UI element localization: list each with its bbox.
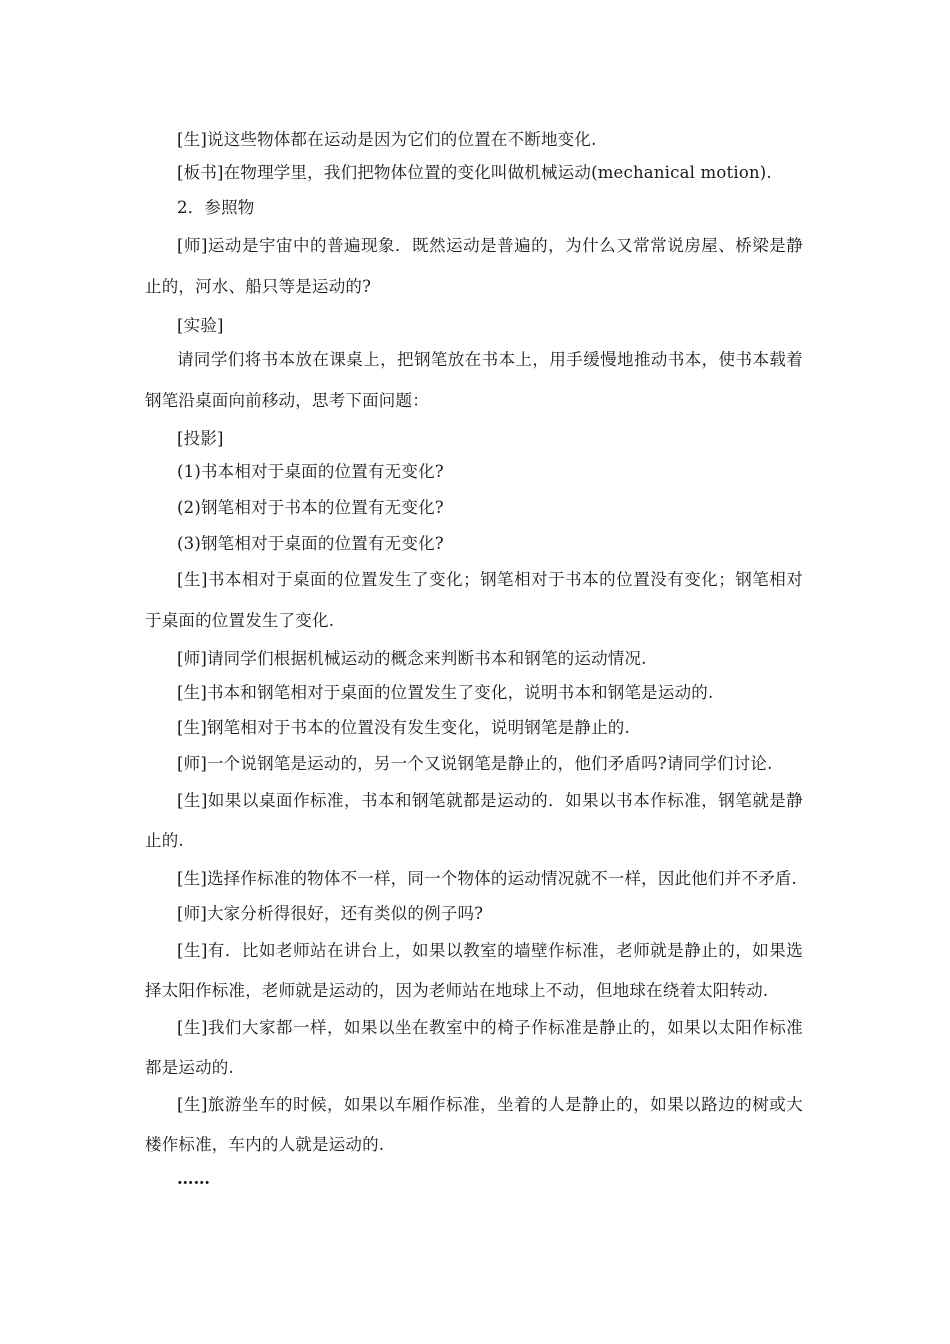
- paragraph-line: 于桌面的位置发生了变化.: [145, 611, 335, 630]
- paragraph-line: 请同学们将书本放在课桌上，把钢笔放在书本上，用手缓慢地推动书本，使书本载着: [177, 350, 803, 369]
- paragraph-line: [生]钢笔相对于书本的位置没有发生变化，说明钢笔是静止的.: [177, 718, 630, 737]
- ellipsis: ……: [177, 1169, 210, 1188]
- paragraph-line: 都是运动的.: [145, 1058, 234, 1077]
- paragraph-line: [生]书本和钢笔相对于桌面的位置发生了变化，说明书本和钢笔是运动的.: [177, 683, 714, 702]
- paragraph-line: [投影]: [177, 429, 224, 448]
- paragraph-line: [实验]: [177, 316, 224, 335]
- list-item: (2)钢笔相对于书本的位置有无变化?: [177, 498, 444, 517]
- paragraph-line: [师]运动是宇宙中的普遍现象．既然运动是普遍的，为什么又常常说房屋、桥梁是静: [177, 236, 803, 255]
- section-heading: 2．参照物: [177, 198, 255, 217]
- paragraph-line: 止的.: [145, 831, 184, 850]
- paragraph-line: 钢笔沿桌面向前移动，思考下面问题：: [145, 391, 429, 410]
- paragraph-line: [师]请同学们根据机械运动的概念来判断书本和钢笔的运动情况.: [177, 649, 647, 668]
- paragraph-line: [生]书本相对于桌面的位置发生了变化；钢笔相对于书本的位置没有变化；钢笔相对: [177, 570, 803, 589]
- paragraph-line: [师]一个说钢笔是运动的，另一个又说钢笔是静止的，他们矛盾吗?请同学们讨论.: [177, 754, 773, 773]
- paragraph-line: 楼作标准，车内的人就是运动的.: [145, 1135, 385, 1154]
- paragraph-line: [生]有．比如老师站在讲台上，如果以教室的墙壁作标准，老师就是静止的，如果选: [177, 941, 803, 960]
- paragraph-line: [生]如果以桌面作标准，书本和钢笔就都是运动的．如果以书本作标准，钢笔就是静: [177, 791, 803, 810]
- list-item: (3)钢笔相对于桌面的位置有无变化?: [177, 534, 444, 553]
- paragraph-line: 止的，河水、船只等是运动的?: [145, 277, 372, 296]
- paragraph-line: [板书]在物理学里，我们把物体位置的变化叫做机械运动(mechanical motion).: [177, 163, 772, 182]
- paragraph-line: [生]旅游坐车的时候，如果以车厢作标准，坐着的人是静止的，如果以路边的树或大: [177, 1095, 803, 1114]
- paragraph-line: [生]我们大家都一样，如果以坐在教室中的椅子作标准是静止的，如果以太阳作标准: [177, 1018, 803, 1037]
- paragraph-line: 择太阳作标准，老师就是运动的，因为老师站在地球上不动，但地球在绕着太阳转动.: [145, 981, 769, 1000]
- paragraph-line: [师]大家分析得很好，还有类似的例子吗?: [177, 904, 484, 923]
- paragraph-line: [生]选择作标准的物体不一样，同一个物体的运动情况就不一样，因此他们并不矛盾.: [177, 869, 797, 888]
- list-item: (1)书本相对于桌面的位置有无变化?: [177, 462, 444, 481]
- paragraph-line: [生]说这些物体都在运动是因为它们的位置在不断地变化.: [177, 130, 597, 149]
